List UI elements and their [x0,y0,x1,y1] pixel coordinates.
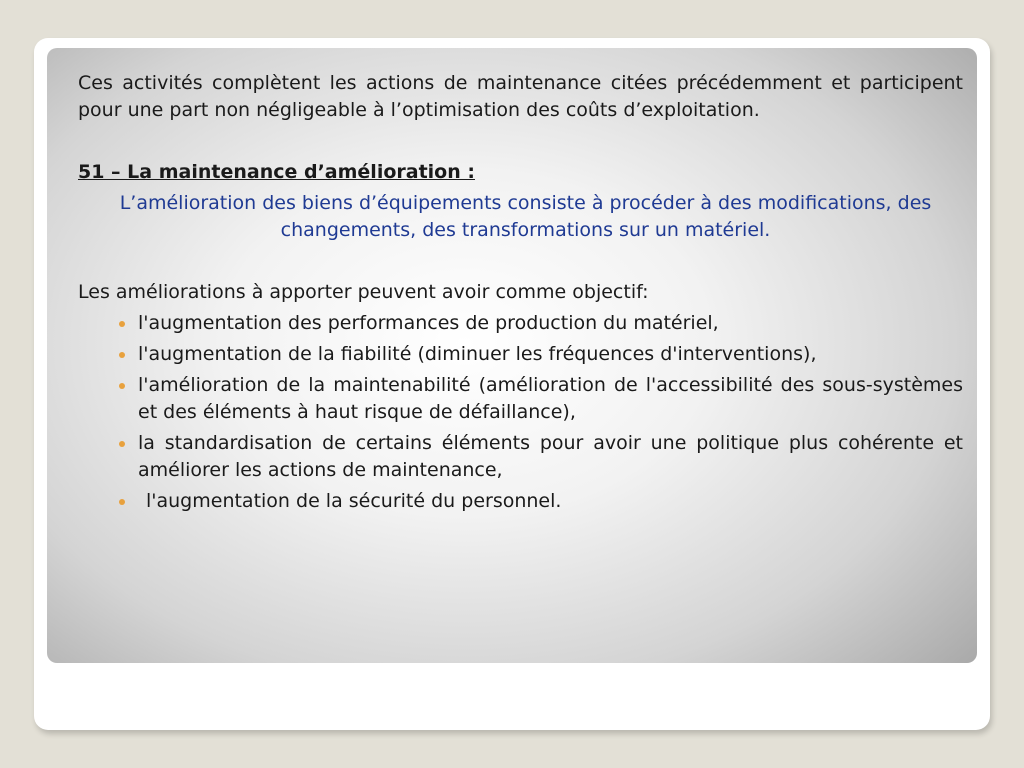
objective-text: l'augmentation de la fiabilité (diminuer les fréquences d'interventions), [138,343,817,365]
objective-text: l'amélioration de la maintenabilité (amélioration de l'accessibilité des sous-systèmes et des éléments à haut risque de défaillance), [138,374,963,423]
bullet-icon [119,441,125,447]
bullet-icon [119,321,125,327]
definition-paragraph: L’amélioration des biens d’équipements consiste à procéder à des modifications, des changements, des transformations sur un matériel. [119,192,932,241]
objective-text: la standardisation de certains éléments pour avoir une politique plus cohérente et améliorer les actions de maintenance, [138,432,963,481]
section-heading: 51 – La maintenance d’amélioration : [78,161,475,183]
content-panel [47,48,977,663]
objective-item [138,341,963,368]
objective-item [138,430,963,484]
bullet-icon [119,383,125,389]
bullet-icon [119,499,125,505]
objective-item [138,310,963,337]
bullet-icon [119,352,125,358]
intro-paragraph: Ces activités complètent les actions de maintenance citées précédemment et participent pour une part non négligeable à l’optimisation des coûts d’exploitation. [78,72,963,121]
objectives-list [78,310,963,515]
objective-text: l'augmentation de la sécurité du personnel. [146,490,562,512]
objective-item [138,488,963,515]
objective-text: l'augmentation des performances de production du matériel, [138,312,719,334]
slide-text-area [78,70,963,519]
objective-item [138,372,963,426]
objectives-intro: Les améliorations à apporter peuvent avoir comme objectif: [78,281,649,303]
